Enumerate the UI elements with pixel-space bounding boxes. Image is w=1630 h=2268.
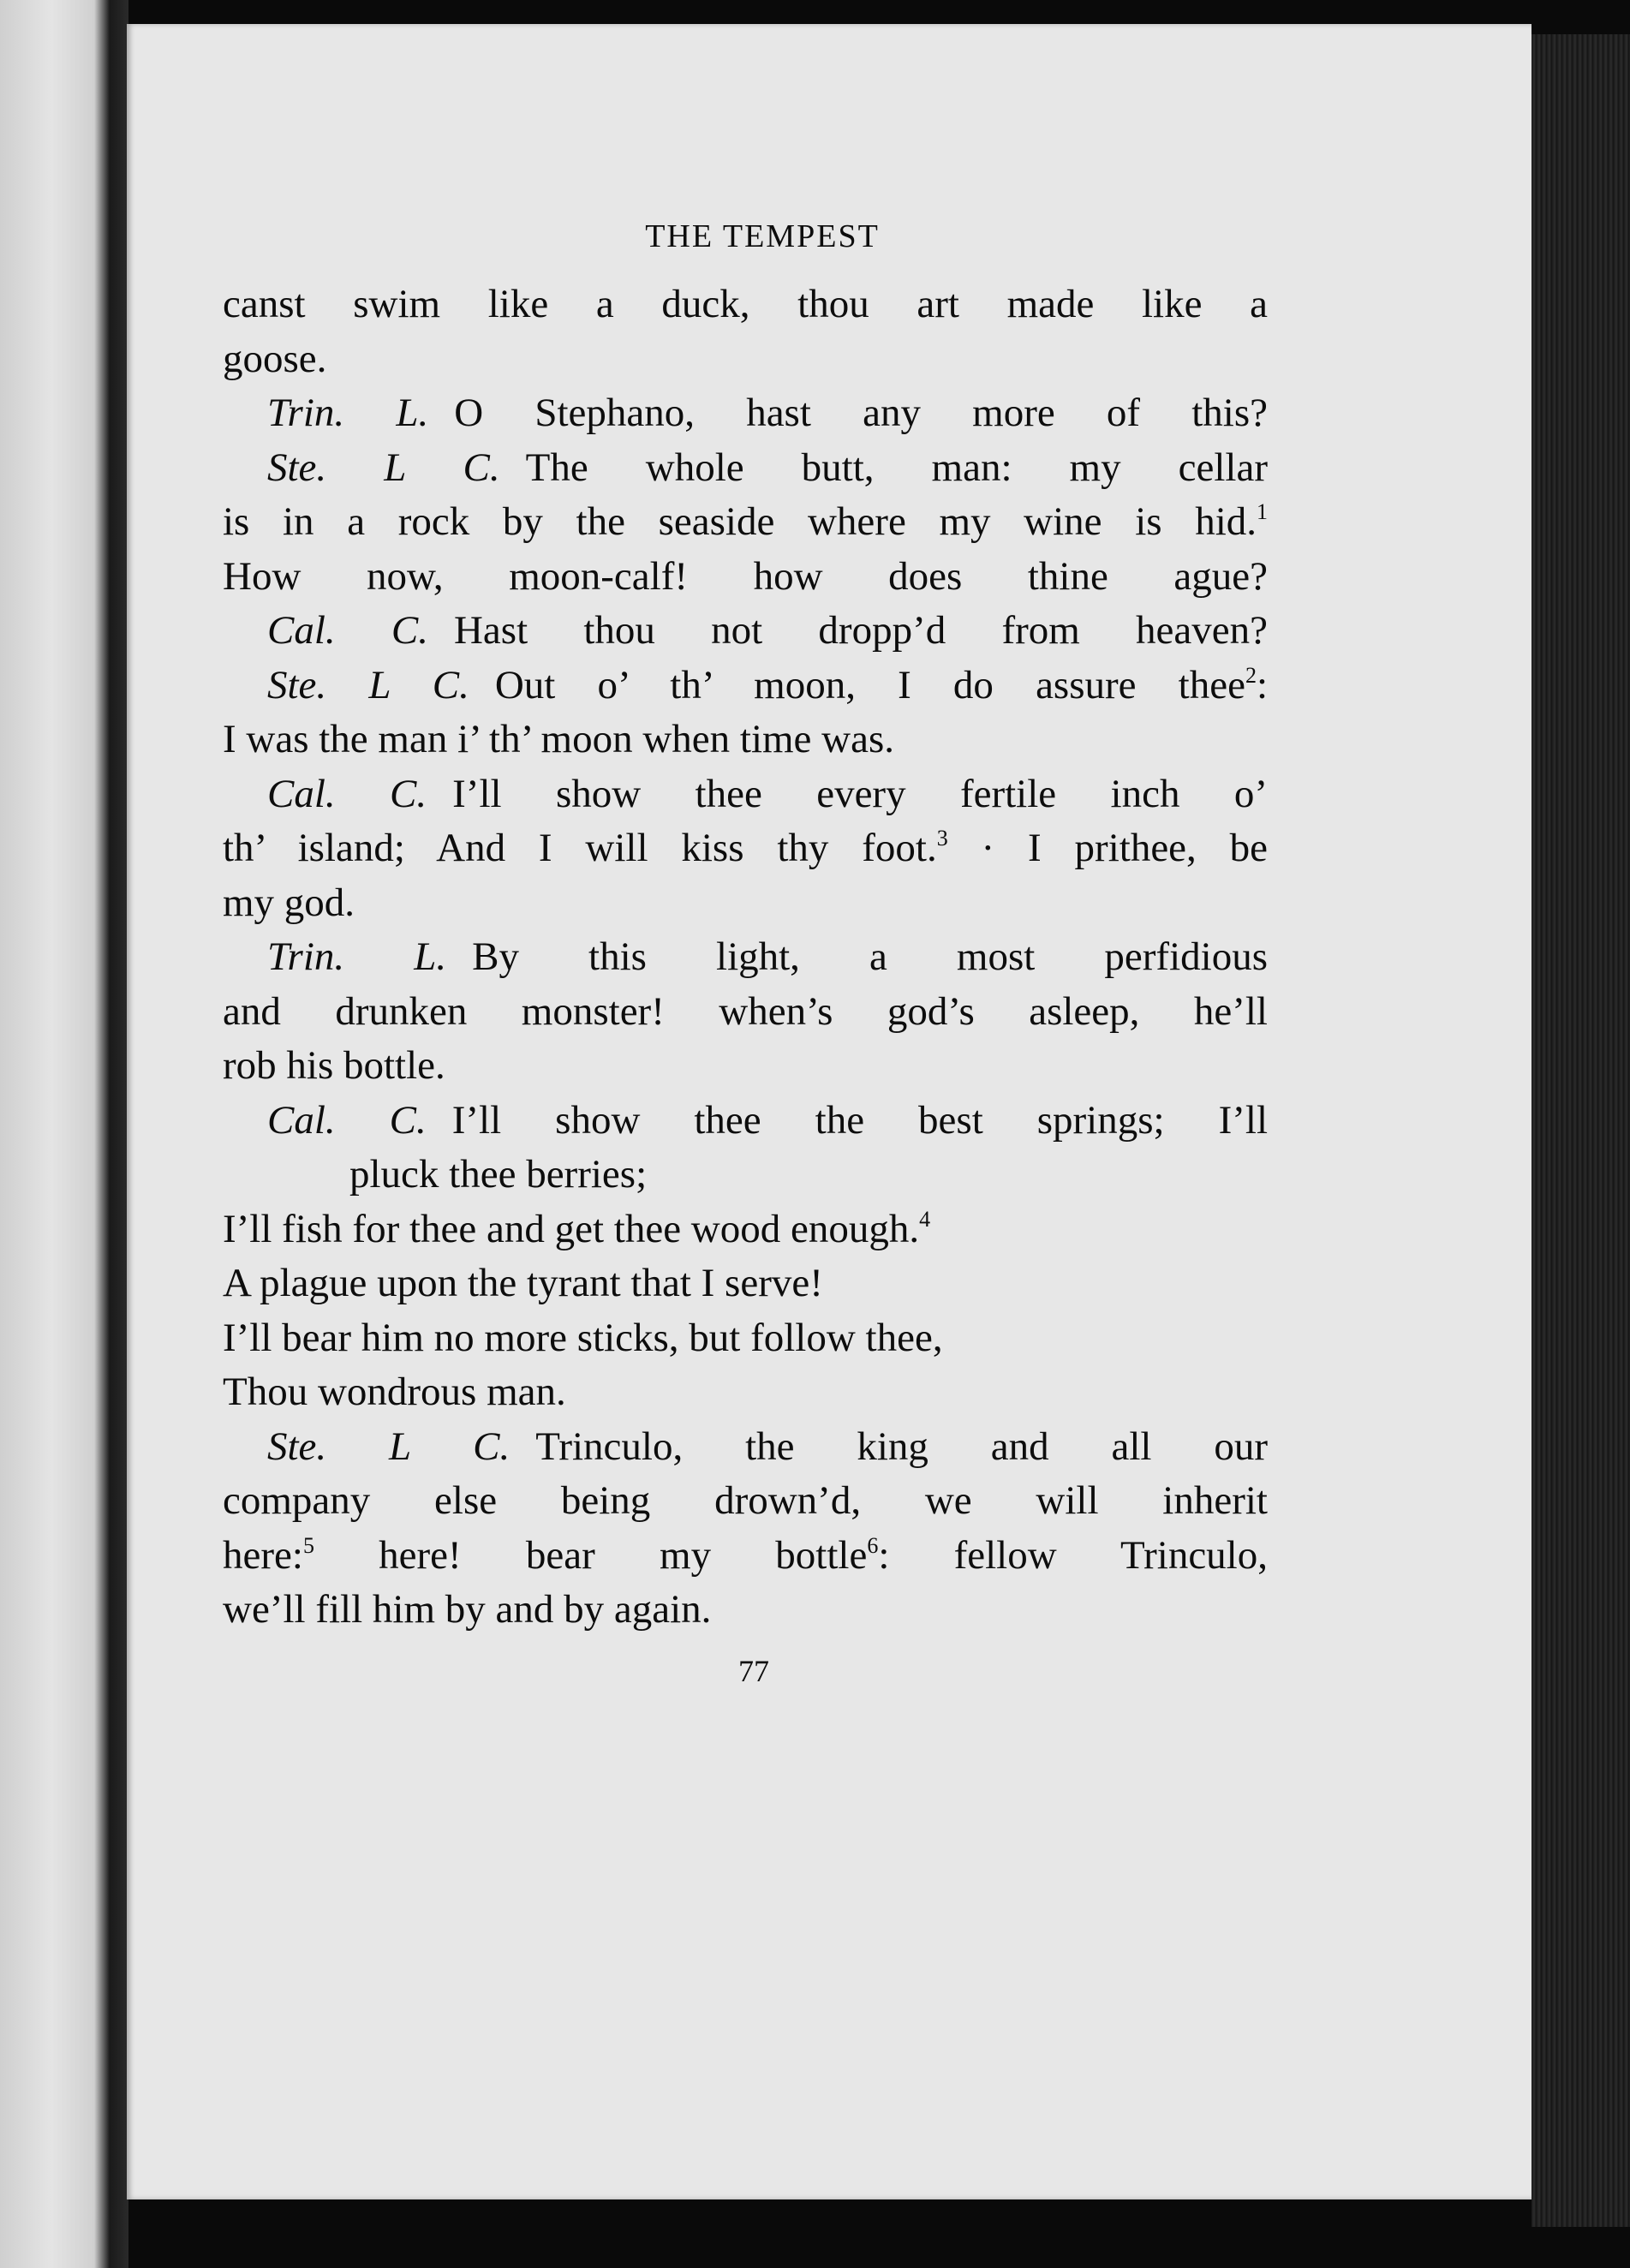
line-text: rob his bottle. [223,1043,445,1088]
text-line [223,441,1268,496]
line-text: Out o’ th’ moon, I do assure thee [494,662,1245,707]
text-line [223,1311,1268,1366]
page-edges [1531,34,1630,2227]
page-text [223,218,1268,1689]
line-text: Thou wondrous man. [223,1370,566,1414]
text-line [223,659,1268,713]
text-line [223,1094,1268,1149]
text-line [223,332,1268,387]
line-text: canst swim like a duck, thou art made like a [223,282,1268,326]
line-text: company else being drown’d, we will inherit [223,1478,1268,1523]
speaker-label: Cal. C. [267,771,427,816]
speaker-label: Ste. L C. [267,1423,510,1469]
line-text: Hast thou not dropp’d from heaven? [453,608,1268,653]
line-text: th’ island; And I will kiss thy foot. [223,826,937,870]
text-line [223,930,1268,985]
footnote-marker: 3 [936,826,948,850]
line-text: my god. [223,880,355,925]
footnote-marker: 1 [1257,499,1268,524]
speaker-label: Cal. C. [267,1097,427,1143]
line-text: A plague upon the tyrant that I serve! [223,1261,823,1305]
line-text: is in a rock by the seaside where my wine is hid. [223,499,1257,544]
line-text: The whole butt, man: my cellar [525,445,1269,490]
line-text: I’ll bear him no more sticks, but follow thee, [223,1315,943,1360]
page-number: 77 [738,1653,769,1688]
speaker-label: Ste. L C. [267,662,469,707]
text-line [223,821,1268,876]
text-line [223,1148,1268,1203]
text-line [223,1365,1268,1420]
line-text: goose. [223,336,327,381]
line-text-continued: here! bear my bottle [313,1532,868,1578]
line-text: O Stephano, hast any more of this? [454,391,1268,435]
line-text: I was the man i’ th’ moon when time was. [223,717,895,761]
text-line [223,985,1268,1040]
line-text: I’ll fish for thee and get thee wood enough. [223,1206,920,1251]
running-head: THE TEMPEST [645,218,880,254]
speaker-label: Trin. L. [267,391,429,435]
text-line [223,1583,1268,1638]
line-text: How now, moon-calf! how does thine ague? [223,553,1268,599]
line-text: By this light, a most perfidious [472,934,1268,979]
line-text-continued: · I prithee, be [947,826,1268,870]
line-text: and drunken monster! when’s god’s asleep, he’ll [223,988,1268,1034]
line-text-continued: : [1256,662,1269,707]
footnote-marker: 6 [867,1532,879,1558]
line-text: we’ll fill him by and by again. [223,1587,712,1632]
text-line [223,386,1268,441]
book-gutter [0,0,128,2268]
speaker-label: Trin. L. [267,934,447,979]
text-line [223,1529,1268,1584]
text-line [223,713,1268,767]
footnote-marker: 4 [919,1206,931,1232]
text-line [223,1203,1268,1257]
text-line [223,278,1268,332]
line-text: I’ll show thee every fertile inch o’ [452,771,1268,816]
footnote-marker: 5 [302,1532,314,1558]
text-line [223,550,1268,605]
text-line [223,495,1268,550]
verse-lines [223,278,1268,1638]
text-line [223,1256,1268,1311]
speaker-label: Cal. C. [267,608,428,653]
text-line [223,604,1268,659]
text-line [223,1474,1268,1529]
line-text: here: [223,1532,303,1578]
line-text: pluck thee berries; [349,1152,648,1197]
text-line [223,876,1268,931]
text-line [223,767,1268,822]
footnote-marker: 2 [1245,662,1257,688]
line-text-continued: : fellow Trinculo, [878,1532,1268,1578]
text-line [223,1039,1268,1094]
line-text: I’ll show thee the best springs; I’ll [451,1097,1268,1143]
text-line [223,1420,1268,1475]
line-text: Trinculo, the king and all our [535,1423,1268,1469]
speaker-label: Ste. L C. [267,445,500,490]
